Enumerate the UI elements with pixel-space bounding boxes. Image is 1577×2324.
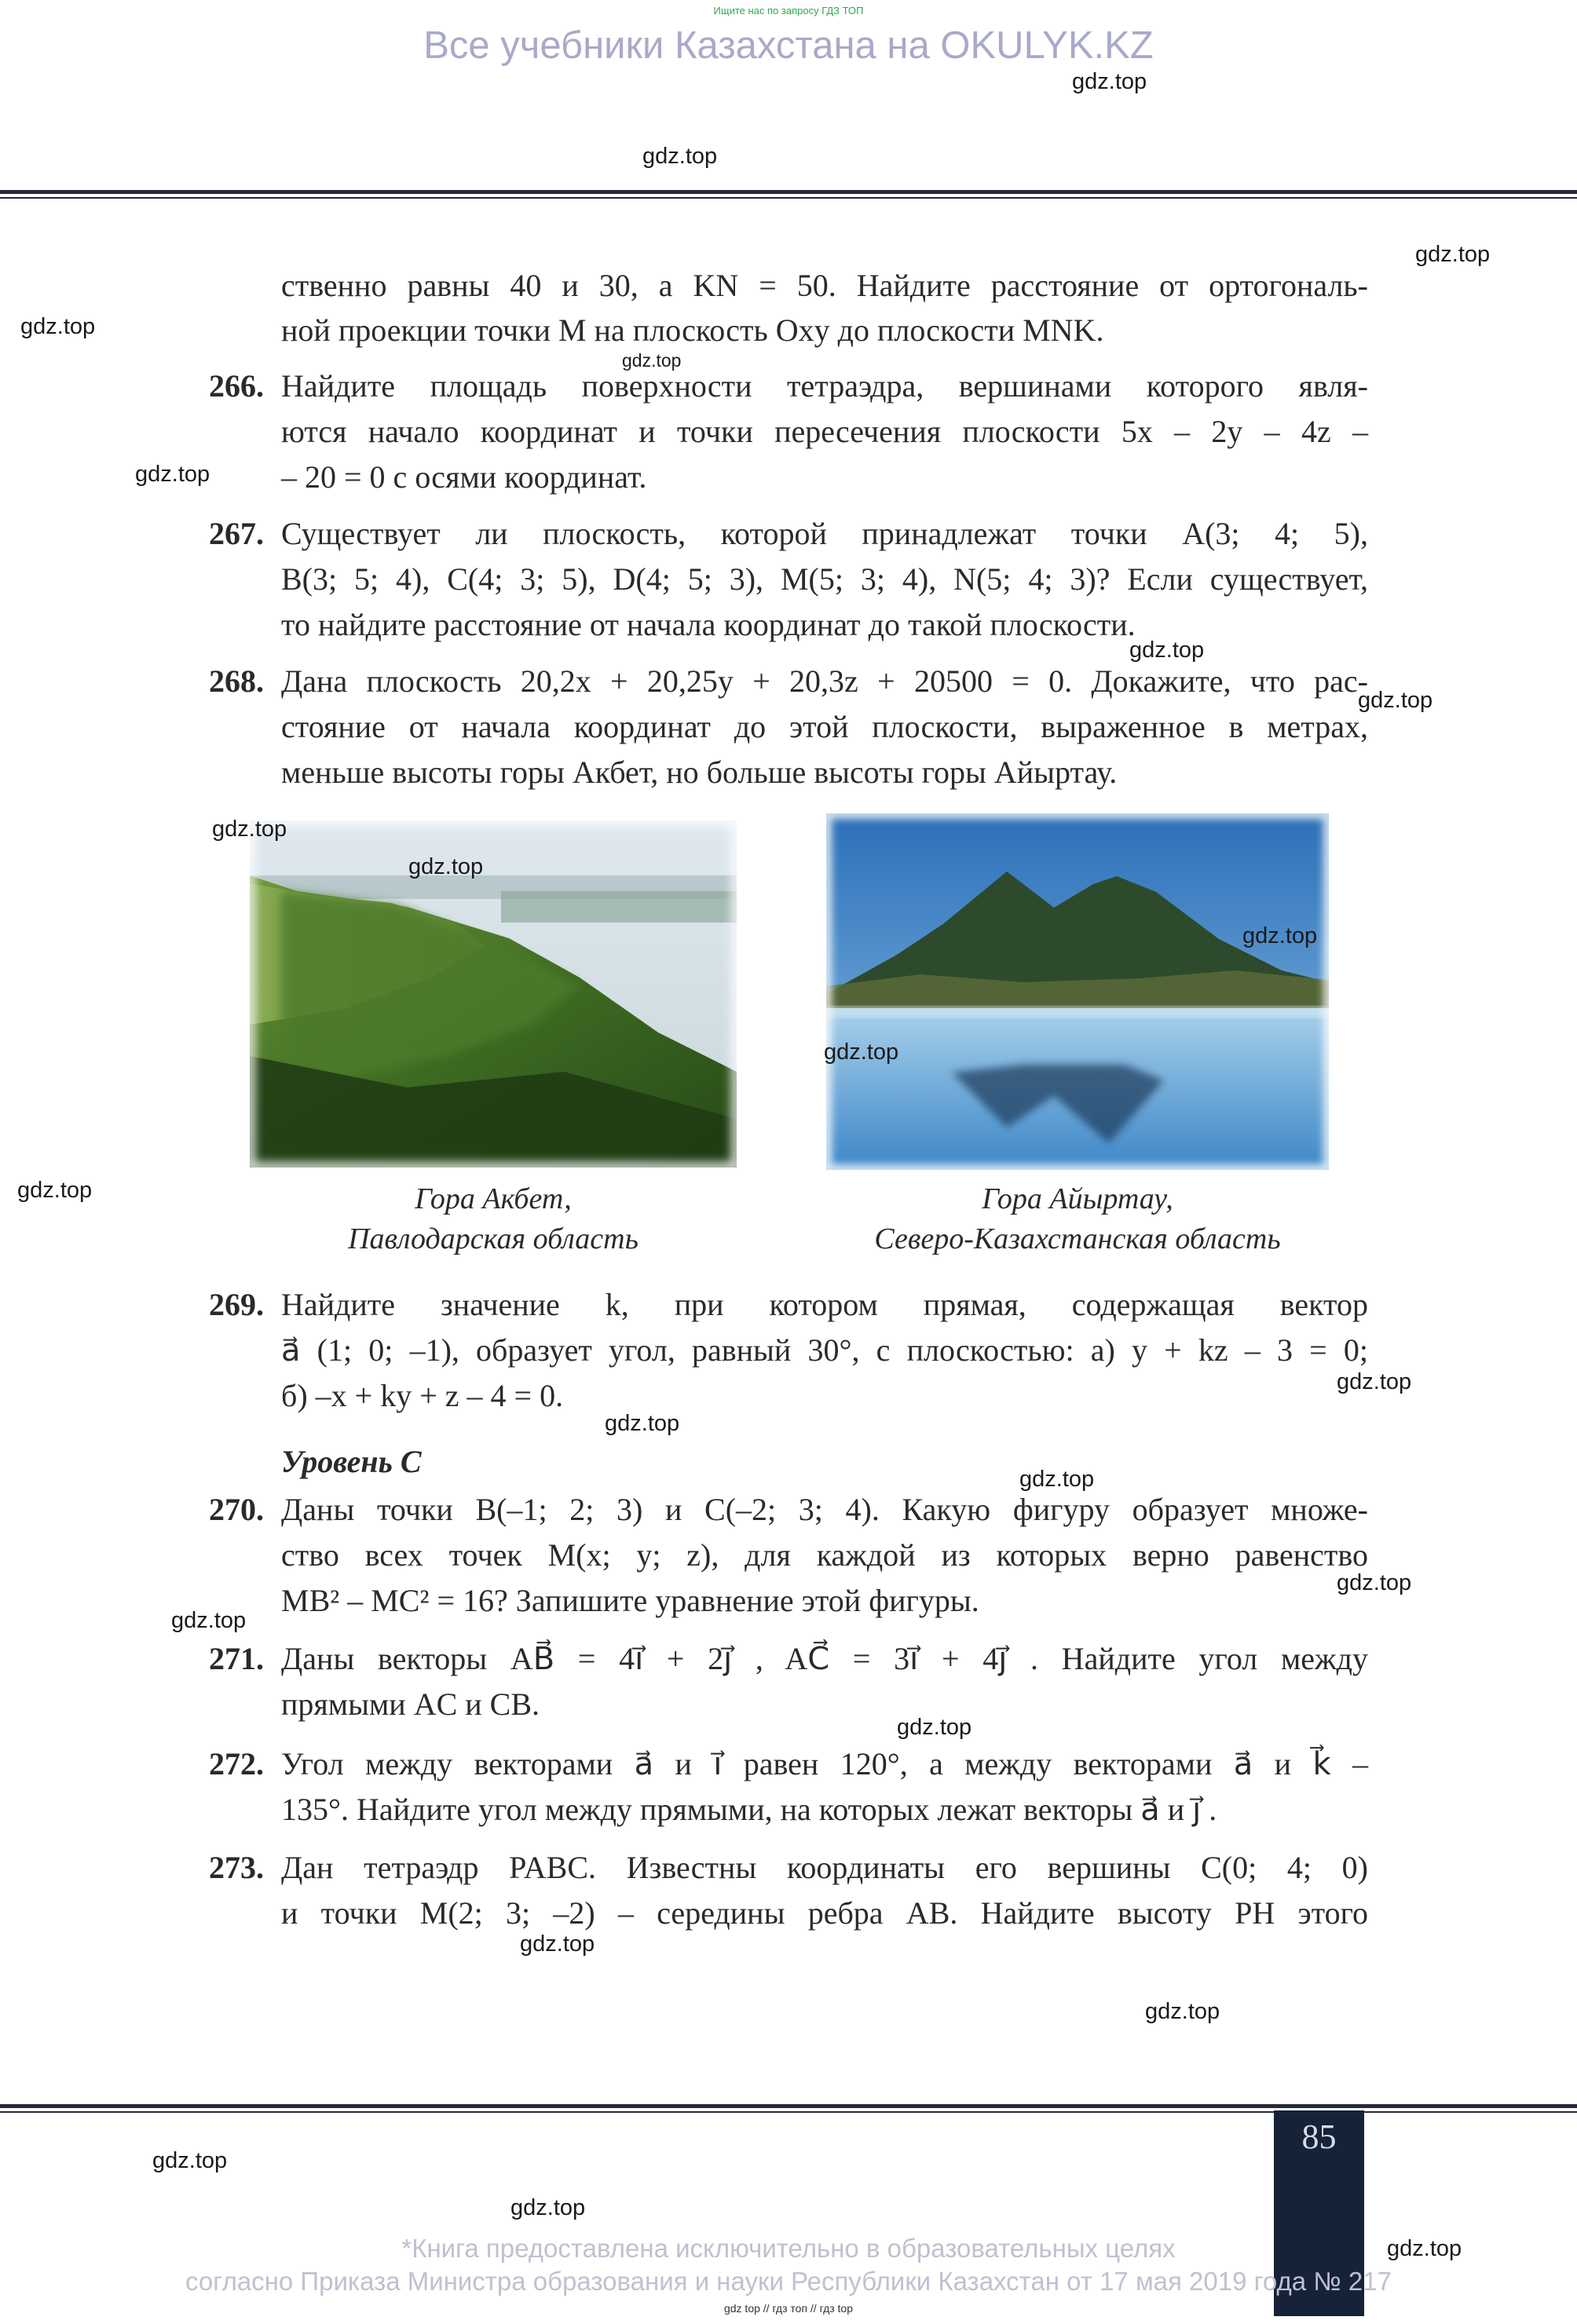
problem-269-line-2: a⃗ (1; 0; –1), образует угол, равный 30°, с плоскостью: а) y + kz – 3 = 0; xyxy=(281,1332,1368,1368)
problem-266-line-3: – 20 = 0 с осями координат. xyxy=(281,459,647,495)
watermark: gdz.top xyxy=(622,350,682,371)
page-number: 85 xyxy=(1301,2118,1337,2156)
search-tag: Ищите нас по запросу ГДЗ ТОП xyxy=(713,5,864,16)
watermark: gdz.top xyxy=(520,1931,595,1957)
footer-notice-line-1: *Книга предоставлена исключительно в образовательных целях xyxy=(401,2234,1176,2263)
problem-268-line-3: меньше высоты горы Акбет, но больше высоты горы Айыртау. xyxy=(281,755,1118,790)
problem-272-number: 272. xyxy=(209,1746,264,1781)
header-rule xyxy=(0,190,1577,194)
caption-akbet-title: Гора Акбет, xyxy=(415,1182,572,1215)
watermark: gdz.top xyxy=(1242,923,1318,948)
problem-272-line-1: Угол между векторами a⃗ и i⃗ равен 120°, а между векторами a⃗ и k⃗ – xyxy=(281,1746,1368,1781)
problem-267-line-1: Существует ли плоскость, которой принадлежат точки A(3; 4; 5), xyxy=(281,516,1368,551)
problem-266-line-1: Найдите площадь поверхности тетраэдра, вершинами которого явля- xyxy=(281,368,1368,404)
problem-270-line-1: Даны точки B(–1; 2; 3) и C(–2; 3; 4). Какую фигуру образует множе- xyxy=(281,1492,1368,1527)
problem-268-line-2: стояние от начала координат до этой плоскости, выраженное в метрах, xyxy=(281,709,1368,744)
problem-267-number: 267. xyxy=(209,516,264,551)
watermark: gdz.top xyxy=(824,1040,899,1065)
watermark: gdz.top xyxy=(1145,1999,1220,2024)
problem-273-line-1: Дан тетраэдр PABC. Известны координаты его вершины C(0; 4; 0) xyxy=(281,1850,1368,1885)
watermark: gdz.top xyxy=(1072,69,1147,94)
footer-rule xyxy=(0,2104,1577,2108)
watermark: gdz.top xyxy=(642,144,718,169)
problem-266-line-2: ются начало координат и точки пересечения плоскости 5x – 2y – 4z – xyxy=(281,414,1368,449)
problem-266-number: 266. xyxy=(209,368,264,404)
caption-aiyrtau-title: Гора Айыртау, xyxy=(982,1182,1173,1215)
site-title[interactable]: Все учебники Казахстана на OKULYK.KZ xyxy=(423,24,1154,67)
watermark: gdz.top xyxy=(408,854,484,879)
footer-notice-line-2: согласно Приказа Министра образования и науки Республики Казахстан от 17 мая 2019 года № 217 xyxy=(185,2267,1392,2296)
watermark: gdz.top xyxy=(1129,638,1205,663)
problem-271-number: 271. xyxy=(209,1641,264,1676)
problem-267-line-2: B(3; 5; 4), C(4; 3; 5), D(4; 5; 3), M(5; 3; 4), N(5; 4; 3)? Если существует, xyxy=(281,561,1368,597)
problem-271-line-2: прямыми AC и CB. xyxy=(281,1686,540,1722)
photo-akbet xyxy=(250,820,737,1167)
watermark: gdz.top xyxy=(897,1715,972,1740)
bottom-tag: gdz top // гдз топ // гдз top xyxy=(723,2302,854,2315)
p265-line-2: ной проекции точки M на плоскость Oxy до плоскости MNK. xyxy=(281,312,1104,348)
problem-267-line-3: то найдите расстояние от начала координат до такой плоскости. xyxy=(281,607,1136,642)
watermark: gdz.top xyxy=(1387,2236,1462,2261)
watermark: gdz.top xyxy=(1358,688,1433,713)
header-rule-thin xyxy=(0,197,1577,199)
watermark: gdz.top xyxy=(605,1411,680,1436)
watermark: gdz.top xyxy=(20,314,96,339)
problem-268-number: 268. xyxy=(209,663,264,699)
watermark: gdz.top xyxy=(1415,242,1491,267)
watermark: gdz.top xyxy=(1019,1467,1095,1492)
problem-271-line-1: Даны векторы AB⃗ = 4i⃗ + 2j⃗ , AC⃗ = 3i⃗ + 4j⃗ . Найдите угол между xyxy=(281,1641,1368,1676)
problem-273-number: 273. xyxy=(209,1850,264,1885)
problem-270-line-3: MB² – MC² = 16? Запишите уравнение этой фигуры. xyxy=(281,1583,979,1618)
problem-273-line-2: и точки M(2; 3; –2) – середины ребра AB. Найдите высоту PH этого xyxy=(281,1895,1368,1931)
caption-akbet-region: Павлодарская область xyxy=(348,1222,638,1255)
watermark: gdz.top xyxy=(17,1178,93,1203)
problem-270-number: 270. xyxy=(209,1492,264,1527)
watermark: gdz.top xyxy=(1337,1570,1412,1595)
watermark: gdz.top xyxy=(152,2148,228,2173)
problem-269-number: 269. xyxy=(209,1287,264,1322)
watermark: gdz.top xyxy=(212,817,287,842)
problem-269-line-3: б) –x + ky + z – 4 = 0. xyxy=(281,1378,564,1413)
watermark: gdz.top xyxy=(1337,1369,1412,1394)
problem-269-line-1: Найдите значение k, при котором прямая, содержащая вектор xyxy=(281,1287,1368,1322)
level-heading: Уровень С xyxy=(281,1444,422,1479)
photo-aiyrtau xyxy=(826,813,1329,1170)
watermark: gdz.top xyxy=(171,1608,247,1633)
problem-270-line-2: ство всех точек M(x; y; z), для каждой из которых верно равенство xyxy=(281,1537,1368,1573)
p265-line-1: ственно равны 40 и 30, а KN = 50. Найдите расстояние от ортогональ- xyxy=(281,268,1368,303)
caption-aiyrtau-region: Северо-Казахстанская область xyxy=(874,1222,1281,1255)
watermark: gdz.top xyxy=(510,2195,586,2220)
watermark: gdz.top xyxy=(135,462,210,487)
problem-268-line-1: Дана плоскость 20,2x + 20,25y + 20,3z + 20500 = 0. Докажите, что рас- xyxy=(281,663,1368,699)
problem-272-line-2: 135°. Найдите угол между прямыми, на которых лежат векторы a⃗ и j⃗ . xyxy=(281,1792,1217,1827)
